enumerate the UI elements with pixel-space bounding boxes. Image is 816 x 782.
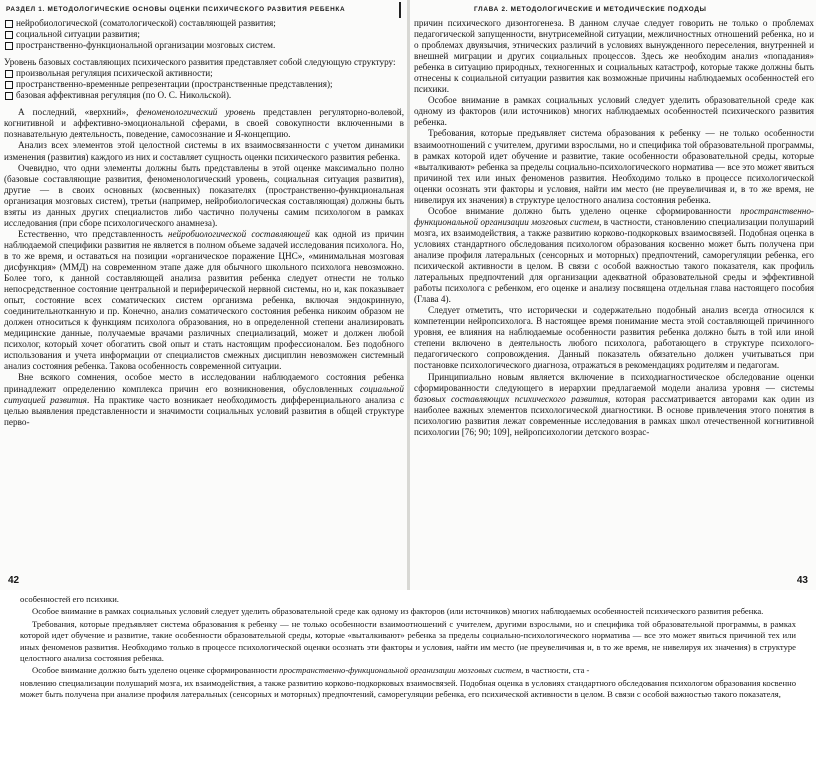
page-number: 42 [8, 575, 20, 586]
right-page-text [414, 18, 814, 438]
list-item: базовая аффективная регуляция (по О. С. Никольской). [4, 90, 404, 101]
paragraph: Особое внимание должно быть уделено оценке сформированности пространственно-функциональной организации мозговых систем, в частности, становлению специализации полушарий мозга, их взаимодействия, а также развитию корково-подкорковых взаимосвязей. Подобная оценка в условиях стандартного обследования психологом образования косвенно может быть получена при анализе профиля латеральных (сенсорных и моторных) предпочтений, саморегуляции ребенка, его психической активности в целом. В связи с особой важностью такого показателя, как профиль латеральных предпочтений для организации адекватной образовательной среды и эффективной работы психолога с ребенком, его оценке и анализу посвящена отдельная глава настоящего пособия (Глава 4). [414, 205, 814, 305]
italic-term: пространственно-функциональной организации мозговых систем [414, 205, 814, 227]
paragraph: Принципиально новым является включение в психодиагностическое обследование оценки сформированности следующего в иерархии предлагаемой модели анализа уровня — системы базовых составляющих психического развития, которая рассматривается авторами как один из наиболее важных элементов психологической диагностики. В основе привлечения этого понятия в психологию развития лежат современные исследования в рамках школ отечественной когнитивной психологии [76; 90; 109], нейропсихологии детского возрас- [414, 371, 814, 437]
paragraph: Естественно, что представленность нейробиологической составляющей как одной из причин наблюдаемой специфики развития не является в полном объеме задачей исследования психолога. Но, в то же время, и оставаться на позиции «органическое поражение ЦНС», «минимальная мозговая дисфункция» (ММД) на современном этапе даже для обычного школьного психолога невозможно. Более того, к данной составляющей анализа развития ребенка следует отнести не только непосредственное состояние центральной и периферической нервной системы, но и, как показывает опыт, состояние всех соматических систем организма ребенка, включая эндокринную, соединительнотканную и пр. Конечно, анализ соматического состояния ребенка никоим образом не должен относиться к функциям психолога образования, но в определенной степени анализировать медицинские данные, получаемые врачами различных специализаций, может и должен любой психолог, который хочет обогатить свой опыт и стать настоящим профессионалом. Без подобного использования и учета информации от специалистов смежных дисциплин невозможен системный анализ состояния ребенка. Такова особенность современной ситуации. [4, 228, 404, 372]
paragraph: Особое внимание в рамках социальных условий следует уделить образовательной среде как одному из факторов (или источников) многих наблюдаемых особенностей психического развития ребенка. [414, 95, 814, 128]
list-item: пространственно-временные репрезентации (пространственные представления); [4, 79, 404, 90]
paragraph: Особое внимание в рамках социальных условий следует уделить образовательной среде как одному из факторов (или источников) многих наблюдаемых особенностей психического развития ребенка. [32, 606, 764, 617]
book-gutter [407, 0, 410, 590]
paragraph: А последний, «верхний», феноменологический уровень представлен регуляторно-волевой, когнитивной и аффективно-эмоциональной сферами, в своей совокупности включенными в познавательную деятельность, поведение, самосознание и Я-концепцию. [4, 107, 404, 140]
paragraph: причин психического дизонтогенеза. В данном случае следует говорить не только о проблемах педагогической запущенности, внутрисемейной ситуации, межличностных отношений ребенка, но и о проблемах двуязычия, этнических различий в условиях вынужденного переселения, внутренней и внешней миграции и других социальных процессов. Здесь же необходим анализ «попадания» ребенка в ситуацию природных, техногенных и социальных катастроф, которые также должны быть отнесены к социальной ситуации развития как возможные причины наблюдаемых особенностей его психики. [414, 18, 814, 95]
list-basic-components [4, 68, 404, 101]
recognized-text-block [0, 590, 816, 782]
paragraph: особенностей его психики. [20, 594, 119, 604]
paragraph: Особое внимание должно быть уделено оценке сформированности пространственно-функциональной организации мозговых систем, в частности, ста - [32, 665, 590, 676]
left-page-text [4, 18, 404, 428]
italic-term: феноменологический уровень [136, 107, 256, 118]
paragraph: новлению специализации полушарий мозга, их взаимодействия, а также развитию корково-подкорковых взаимосвязей. Подобная оценка в условиях стандартного обследования психологом образования косвенно может быть получена при анализе профиля латеральных (сенсорных и моторных) предпочтений, саморегуляции ребенка, его психической активности в целом. В связи с особой важностью такого показателя, [20, 677, 796, 700]
paragraph: Очевидно, что одни элементы должны быть представлены в этой оценке максимально полно (базовые составляющие развития, феноменологический уровень, социальная ситуация развития), другие — в своих основных (косвенных) показателях (пространственно-функциональная организация мозговых систем), третьи (например, нейробиологическая составляющая) должны быть взяты из данных других специалистов либо частично получены самим психологом в рамках исследования (при сборе психологического анамнеза). [4, 162, 404, 228]
paragraph: Требования, которые предъявляет система образования к ребенку — не только особенности взаимоотношений с учителем, другими взрослыми, но и специфика той образовательной программы, в рамках которой идет обучение и развитие, такие особенности образовательной среды, которые «выталкивают» ребенка за пределы социально-психологического норматива — все это может явиться причиной тех или иных феноменов развития. Необходимо только в процессе психологической оценки осознать эти факторы и условия, найти им место (не преувеличивая и, в то же время, не нивелируя их значения) в структуре целостного анализа состояния ребенка. [414, 128, 814, 205]
list-item: произвольная регуляция психической активности; [4, 68, 404, 79]
list-item: социальной ситуации развития; [4, 29, 404, 40]
paragraph: Анализ всех элементов этой целостной системы в их взаимосвязанности с учетом динамики изменения (развития) каждого из них и составляет сущность оценки психического развития ребенка. [4, 140, 404, 162]
page-number: 43 [796, 575, 808, 586]
list-item: нейробиологической (соматологической) составляющей развития; [4, 18, 404, 29]
left-running-head: РАЗДЕЛ 1. МЕТОДОЛОГИЧЕСКИЕ ОСНОВЫ ОЦЕНКИ ПСИХИЧЕСКОГО РАЗВИТИЯ РЕБЕНКА [6, 6, 346, 13]
list-causal-components [4, 18, 404, 51]
left-page [4, 6, 404, 590]
right-running-head: ГЛАВА 2. МЕТОДОЛОГИЧЕСКИЕ И МЕТОДИЧЕСКИЕ ПОДХОДЫ [474, 6, 707, 13]
paragraph: Следует отметить, что исторически и содержательно подобный анализ всегда относился к компетенции нейропсихолога. В настоящее время понимание места этой составляющей причинного уровня, ее влияния на наблюдаемые особенности развития ребенка должно быть в той или иной степени включено в деятельность любого психолога, работающего в структуре психолого-педагогического сопровождения. Данный показатель обязательно должен учитываться при постановке психологического диагноза, отражаться в рекомендациях родителям и педагогам. [414, 305, 814, 371]
italic-term: пространственно-функциональной организации мозговых систем [279, 665, 522, 676]
italic-term: базовых составляющих психического развития [414, 393, 609, 404]
italic-term: нейробиологической составляющей [167, 228, 310, 239]
italic-term: социальной ситуацией развития [4, 383, 404, 405]
paragraph: Требования, которые предъявляет система образования к ребенку — не только особенности взаимоотношений с учителем, другими взрослыми, но и специфика той образовательной программы, в рамках которой идет обучение и развитие, такие особенности образовательной среды, которые «выталкивают» ребенка за пределы социально-психологического норматива — все это может явиться причиной тех или иных феноменов развития. Необходимо только в процессе психологической оценки осознать эти факторы и условия, найти им место (не преувеличивая и, в то же время, не нивелируя их значения) в структуре целостного анализа состояния ребенка. [20, 618, 796, 664]
list-item: пространственно-функциональной организации мозговых систем. [4, 40, 404, 51]
right-page [414, 6, 814, 590]
paragraph: Вне всякого сомнения, особое место в исследовании наблюдаемого состояния ребенка принадлежит определению комплекса причин его возникновения, обусловленных социальной ситуацией развития. На практике часто возникает необходимость дифференциального анализа с целью выявления представленности и значимости социальных условий развития в общей структуре перво- [4, 372, 404, 427]
paragraph: Уровень базовых составляющих психического развития представляет собой следующую структуру: [4, 57, 396, 68]
